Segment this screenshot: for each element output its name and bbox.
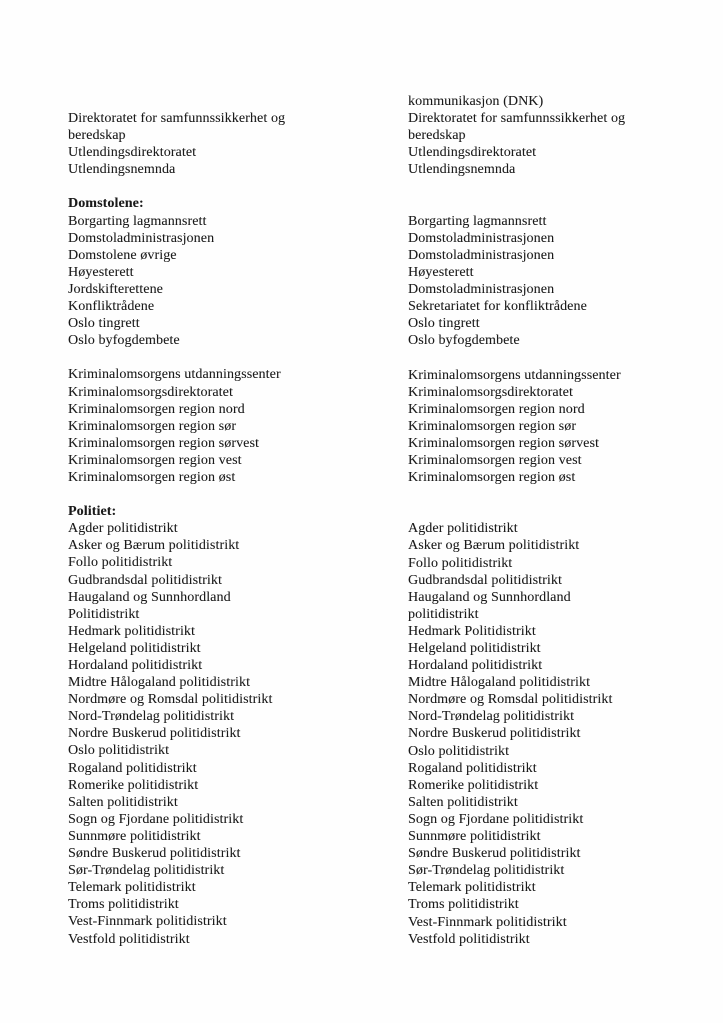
document-line: Follo politidistrikt xyxy=(408,555,513,571)
document-line: Domstoladministrasjonen xyxy=(68,230,215,246)
document-line: Telemark politidistrikt xyxy=(408,880,536,896)
blank-line xyxy=(68,349,285,366)
document-line: Agder politidistrikt xyxy=(408,521,518,537)
document-line: Salten politidistrikt xyxy=(68,794,178,810)
document-line: Kriminalomsorgen region sør xyxy=(408,418,577,434)
document-line: Haugaland og Sunnhordland xyxy=(408,589,571,605)
document-line: Sør-Trøndelag politidistrikt xyxy=(408,863,565,879)
document-line: Oslo politidistrikt xyxy=(68,743,170,759)
document-line: Direktoratet for samfunnssikkerhet og xyxy=(408,111,626,127)
document-line: Domstolene øvrige xyxy=(68,247,177,263)
document-line: Asker og Bærum politidistrikt xyxy=(408,538,580,554)
document-line: Sunnmøre politidistrikt xyxy=(408,829,541,845)
document-line: Oslo byfogdembete xyxy=(68,333,180,349)
document-line: Borgarting lagmannsrett xyxy=(408,213,547,229)
document-line: Kriminalomsorgen region sørvest xyxy=(68,435,260,451)
section-heading: Domstolene: xyxy=(68,196,144,212)
document-line: Gudbrandsdal politidistrikt xyxy=(68,572,222,588)
document-line: kommunikasjon (DNK) xyxy=(408,94,544,109)
document-line: Domstoladministrasjonen xyxy=(408,247,555,263)
document-line: Utlendingsdirektoratet xyxy=(408,145,537,161)
document-line: Høyesterett xyxy=(408,264,474,280)
document-line: Kriminalomsorgen region nord xyxy=(408,401,585,417)
document-line: Nordre Buskerud politidistrikt xyxy=(68,726,241,742)
document-line: Utlendingsdirektoratet xyxy=(68,145,197,161)
document-line: Hordaland politidistrikt xyxy=(408,658,543,674)
document-line: Salten politidistrikt xyxy=(408,794,518,810)
document-line: Kriminalomsorgen region øst xyxy=(408,470,576,486)
document-line: Hordaland politidistrikt xyxy=(68,658,203,673)
document-line: Kriminalomsorgsdirektoratet xyxy=(68,384,233,400)
document-line: Nordmøre og Romsdal politidistrikt xyxy=(408,692,613,708)
document-line: Direktoratet for samfunnssikkerhet og xyxy=(68,111,286,126)
document-line: Søndre Buskerud politidistrikt xyxy=(408,846,581,862)
document-line: Telemark politidistrikt xyxy=(68,880,196,896)
document-line: Sunnmøre politidistrikt xyxy=(68,828,201,844)
document-line: Kriminalomsorgen region sør xyxy=(68,418,237,434)
document-line: Utlendingsnemnda xyxy=(68,162,176,178)
blank-line xyxy=(408,486,625,503)
blank-line xyxy=(408,349,625,366)
document-line: Sogn og Fjordane politidistrikt xyxy=(408,811,584,827)
blank-line xyxy=(68,486,285,503)
document-line: Høyesterett xyxy=(68,264,134,280)
document-line: Nordmøre og Romsdal politidistrikt xyxy=(68,692,273,708)
document-line: politidistrikt xyxy=(408,606,479,622)
document-line: Politidistrikt xyxy=(68,606,140,622)
document-line: Oslo tingrett xyxy=(68,316,140,332)
document-line: Kriminalomsorgen region vest xyxy=(68,452,242,468)
document-line: Midtre Hålogaland politidistrikt xyxy=(68,675,251,691)
document-line: Vest-Finnmark politidistrikt xyxy=(408,914,567,930)
document-line: Haugaland og Sunnhordland xyxy=(68,589,231,605)
document-line: Borgarting lagmannsrett xyxy=(68,213,207,229)
document-line: Jordskifterettene xyxy=(68,281,163,297)
document-line: Domstoladministrasjonen xyxy=(408,282,555,298)
blank-line xyxy=(408,178,625,195)
document-line: Oslo byfogdembete xyxy=(408,333,520,349)
blank-line xyxy=(408,503,625,520)
document-line: Kriminalomsorgen region øst xyxy=(68,469,236,485)
document-line: Konfliktrådene xyxy=(68,299,155,315)
document-line: Domstoladministrasjonen xyxy=(408,230,555,246)
document-line: Nordre Buskerud politidistrikt xyxy=(408,726,581,742)
document-line: Sogn og Fjordane politidistrikt xyxy=(68,811,244,827)
document-line: Utlendingsnemnda xyxy=(408,162,516,178)
document-line: beredskap xyxy=(68,128,126,144)
document-line: Rogaland politidistrikt xyxy=(68,760,197,776)
document-line: Gudbrandsdal politidistrikt xyxy=(408,572,562,588)
document-line: Asker og Bærum politidistrikt xyxy=(68,538,240,554)
blank-line xyxy=(68,178,285,195)
document-line: Nord-Trøndelag politidistrikt xyxy=(68,709,235,725)
document-line: Vest-Finnmark politidistrikt xyxy=(68,914,227,930)
document-line: Vestfold politidistrikt xyxy=(68,931,190,947)
document-line: Oslo politidistrikt xyxy=(408,743,510,759)
document-line: Oslo tingrett xyxy=(408,316,480,332)
document-column-right xyxy=(408,93,625,948)
document-line: Romerike politidistrikt xyxy=(68,777,199,793)
document-line: Vestfold politidistrikt xyxy=(408,931,530,947)
document-line: Kriminalomsorgsdirektoratet xyxy=(408,384,573,400)
document-column-left xyxy=(68,110,285,948)
document-line: Kriminalomsorgens utdanningssenter xyxy=(68,367,281,383)
document-line: Søndre Buskerud politidistrikt xyxy=(68,846,241,862)
document-line: Troms politidistrikt xyxy=(408,897,519,913)
document-line: Hedmark politidistrikt xyxy=(68,623,196,639)
document-line: Kriminalomsorgen region sørvest xyxy=(408,435,600,451)
document-line: Romerike politidistrikt xyxy=(408,777,539,793)
document-line: Kriminalomsorgens utdanningssenter xyxy=(408,367,621,383)
section-heading: Politiet: xyxy=(68,504,117,520)
document-line: Kriminalomsorgen region vest xyxy=(408,452,582,468)
document-line: Nord-Trøndelag politidistrikt xyxy=(408,709,575,725)
document-line: Midtre Hålogaland politidistrikt xyxy=(408,675,591,691)
document-line: Follo politidistrikt xyxy=(68,555,173,571)
document-line: Agder politidistrikt xyxy=(68,521,178,537)
document-line: Sør-Trøndelag politidistrikt xyxy=(68,863,225,879)
document-line: Helgeland politidistrikt xyxy=(68,640,201,656)
blank-line xyxy=(408,196,625,213)
document-line: Hedmark Politidistrikt xyxy=(408,623,536,639)
document-line: Helgeland politidistrikt xyxy=(408,641,541,656)
document-line: Troms politidistrikt xyxy=(68,897,179,913)
document-line: beredskap xyxy=(408,128,466,144)
document-line: Sekretariatet for konfliktrådene xyxy=(408,299,587,315)
document-line: Kriminalomsorgen region nord xyxy=(68,401,245,417)
document-line: Rogaland politidistrikt xyxy=(408,760,537,776)
